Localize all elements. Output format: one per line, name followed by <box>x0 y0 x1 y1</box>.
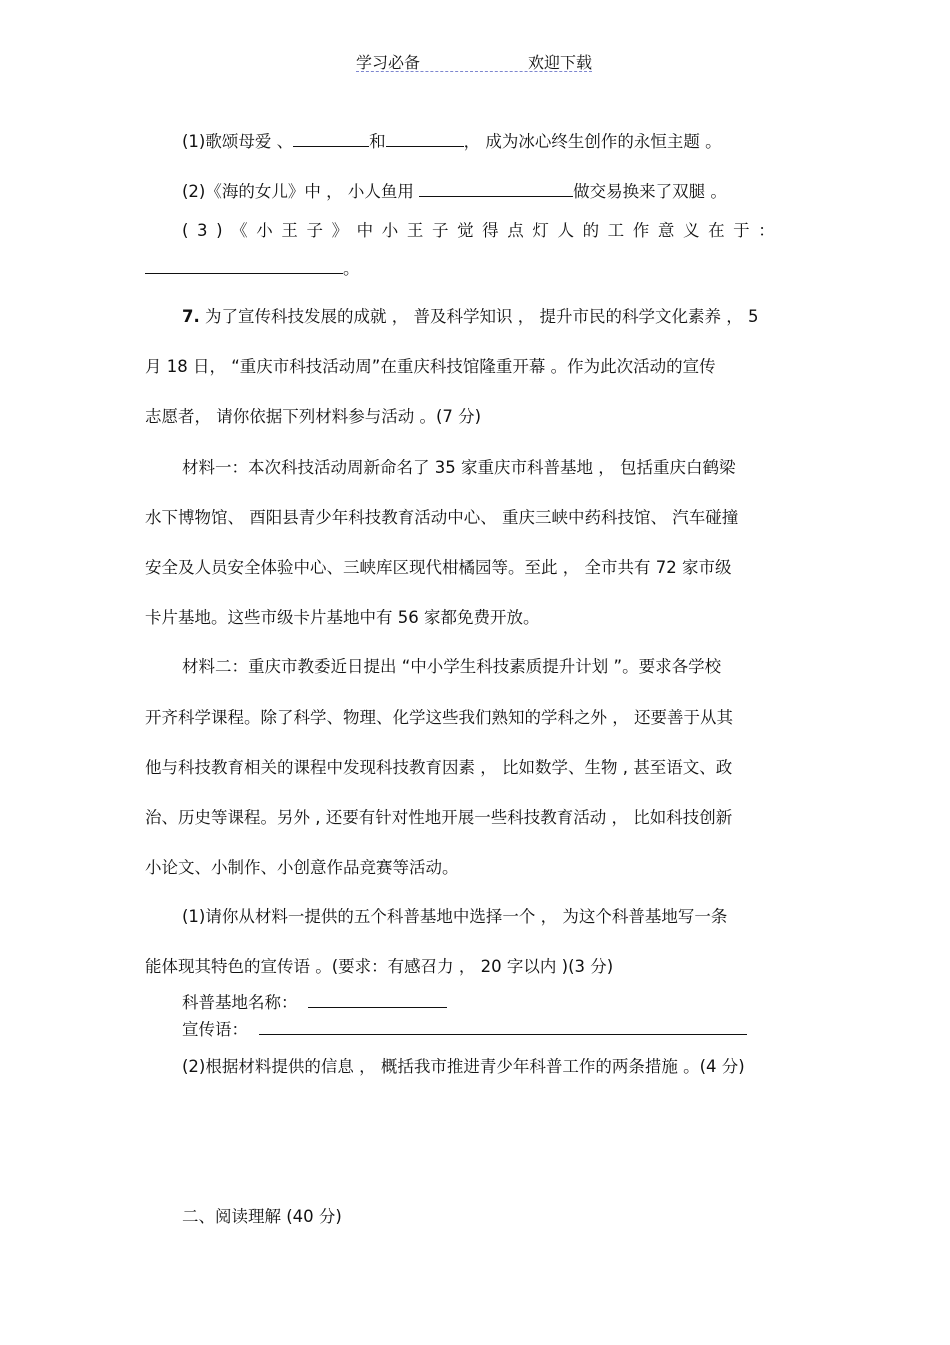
slogan-row <box>182 1019 747 1041</box>
material-2-line-2: 开齐科学课程。除了科学、物理、化学这些我们熟知的学科之外 ， 还要善于从其 <box>145 708 733 727</box>
slogan-blank[interactable] <box>259 1019 747 1035</box>
material-2-line-3: 他与科技教育相关的课程中发现科技教育因素 ， 比如数学、生物 , 甚至语文、政 <box>145 758 733 777</box>
q6-item-1 <box>182 131 722 153</box>
q7-number: 7. <box>182 307 200 326</box>
page-header <box>356 50 592 72</box>
header-dashed-rule <box>356 71 592 72</box>
material-1-line-2: 水下博物馆、 酉阳县青少年科技教育活动中心、 重庆三峡中药科技馆、 汽车碰撞 <box>145 508 739 527</box>
slogan-label: 宣传语： <box>182 1020 248 1039</box>
base-name-label: 科普基地名称： <box>182 993 298 1012</box>
material-2-line-5: 小论文、小制作、小创意作品竞赛等活动。 <box>145 858 459 877</box>
q6-item-2 <box>182 181 727 203</box>
q6-item-3: (3)《小王子》中小王子觉得点灯人的工作意义在于： <box>182 221 784 240</box>
q6-item-1-text-b: 和 <box>369 132 386 151</box>
header-right-text: 欢迎下载 <box>527 53 592 72</box>
base-name-row <box>182 992 447 1014</box>
material-1-line-1: 材料一：本次科技活动周新命名了 35 家重庆市科普基地 ， 包括重庆白鹤梁 <box>182 458 736 477</box>
q6-item-1-text-a: (1)歌颂母爱 、 <box>182 132 294 151</box>
q7-sub-2: (2)根据材料提供的信息 ， 概括我市推进青少年科普工作的两条措施 。(4 分) <box>182 1057 745 1076</box>
q6-item-2-text-a: (2)《海的女儿》中 ， 小人鱼用 <box>182 182 414 201</box>
material-2-line-1: 材料二：重庆市教委近日提出 “中小学生科技素质提升计划 ”。要求各学校 <box>182 657 722 676</box>
q7-sub-1-line-1: (1)请你从材料一提供的五个科普基地中选择一个 ， 为这个科普基地写一条 <box>182 907 728 926</box>
q7-sub-1-line-2: 能体现其特色的宣传语 。(要求：有感召力 ， 20 字以内 )(3 分) <box>145 957 614 976</box>
material-2-line-4: 治、历史等课程。另外 , 还要有针对性地开展一些科技教育活动 ， 比如科技创新 <box>145 808 733 827</box>
q6-item-3-answer-line <box>145 258 360 280</box>
base-name-blank[interactable] <box>308 992 447 1008</box>
material-1-line-4: 卡片基地。这些市级卡片基地中有 56 家都免费开放。 <box>145 608 540 627</box>
material-1-line-3: 安全及人员安全体验中心、三峡库区现代柑橘园等。至此 ， 全市共有 72 家市级 <box>145 558 732 577</box>
section-2-heading: 二、阅读理解 (40 分) <box>182 1207 342 1226</box>
answer-blank <box>419 181 573 197</box>
q7-intro-line-3: 志愿者， 请你依据下列材料参与活动 。(7 分) <box>145 407 482 426</box>
q6-item-3-end: 。 <box>343 259 360 278</box>
header-left-text: 学习必备 <box>356 53 421 72</box>
answer-blank <box>145 258 343 274</box>
answer-blank <box>386 131 464 147</box>
q7-intro-line-2: 月 18 日， “重庆市科技活动周”在重庆科技馆隆重开幕 。作为此次活动的宣传 <box>145 357 716 376</box>
q6-item-2-text-b: 做交易换来了双腿 。 <box>573 182 727 201</box>
q7-intro-text-1: 为了宣传科技发展的成就 ， 普及科学知识 ， 提升市民的科学文化素养 ， 5 <box>205 307 759 326</box>
q6-item-1-text-c: ， 成为冰心终生创作的永恒主题 。 <box>463 132 722 151</box>
q7-intro-line-1 <box>182 306 758 328</box>
answer-blank <box>293 131 369 147</box>
